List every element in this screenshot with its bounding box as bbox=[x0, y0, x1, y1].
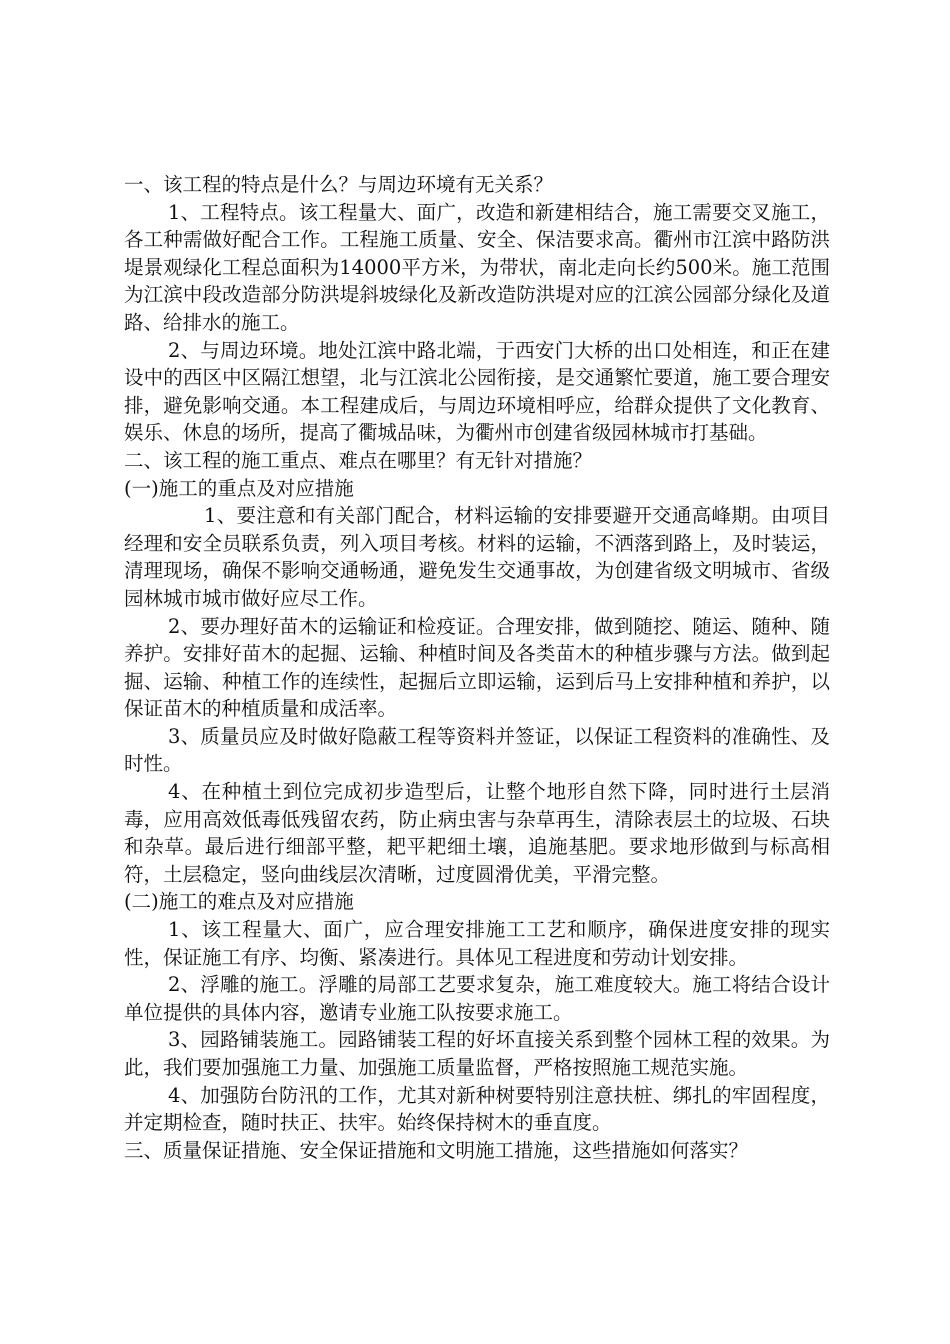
subsection-1-paragraph-3: 3、质量员应及时做好隐蔽工程等资料并签证，以保证工程资料的准确性、及时性。 bbox=[124, 724, 830, 776]
section-1-heading: 一、该工程的特点是什么？与周边环境有无关系？ bbox=[124, 173, 554, 196]
subsection-1-title: (一)施工的重点及对应措施 bbox=[124, 476, 354, 500]
subsection-1-paragraph-1: 1、要注意和有关部门配合，材料运输的安排要避开交通高峰期。由项目经理和安全员联系负责，列入项目考核。材料的运输，不洒落到路上，及时装运，清理现场，确保不影响交通畅通，避免发生交通事故，为创建省级文明城市、省级园林城市城市做好应尽工作。 bbox=[124, 504, 830, 610]
subsection-2-paragraph-4: 4、加强防台防汛的工作，尤其对新种树要特别注意扶桩、绑扎的牢固程度，并定期检查，随时扶正、扶牢。始终保持树木的垂直度。 bbox=[124, 1083, 830, 1135]
document-page bbox=[124, 171, 830, 1164]
section-2-heading: 二、该工程的施工重点、难点在哪里？有无针对措施？ bbox=[124, 448, 593, 472]
section-1-paragraph-2: 2、与周边环境。地处江滨中路北端，于西安门大桥的出口处相连，和正在建设中的西区中区隔江想望，北与江滨北公园衔接，是交通繁忙要道，施工要合理安排，避免影响交通。本工程建成后，与周边环境相呼应，给群众提供了文化教育、娱乐、休息的场所，提高了衢城品味，为衢州市创建省级园林城市打基础。 bbox=[124, 338, 830, 445]
subsection-2-title: (二)施工的难点及对应措施 bbox=[124, 890, 354, 914]
subsection-2-paragraph-2: 2、浮雕的施工。浮雕的局部工艺要求复杂，施工难度较大。施工将结合设计单位提供的具体内容，邀请专业施工队按要求施工。 bbox=[124, 973, 830, 1024]
subsection-1-paragraph-2: 2、要办理好苗木的运输证和检疫证。合理安排，做到随挖、随运、随种、随养护。安排好苗木的起掘、运输、种植时间及各类苗木的种植步骤与方法。做到起掘、运输、种植工作的连续性，起掘后立即运输，运到后马上安排种植和养护，以保证苗木的种植质量和成活率。 bbox=[124, 614, 830, 721]
section-3-heading: 三、质量保证措施、安全保证措施和文明施工措施，这些措施如何落实？ bbox=[124, 1138, 749, 1162]
subsection-2-paragraph-3: 3、园路铺装施工。园路铺装工程的好坏直接关系到整个园林工程的效果。为此，我们要加强施工力量、加强施工质量监督，严格按照施工规范实施。 bbox=[124, 1028, 830, 1079]
subsection-1-paragraph-4: 4、在种植土到位完成初步造型后，让整个地形自然下降，同时进行土层消毒，应用高效低毒低残留农药，防止病虫害与杂草再生，清除表层土的垃圾、石块和杂草。最后进行细部平整，耙平耙细土壤，追施基肥。要求地形做到与标高相符，土层稳定，竖向曲线层次清晰，过度圆滑优美，平滑完整。 bbox=[124, 780, 830, 886]
subsection-2-paragraph-1: 1、该工程量大、面广，应合理安排施工工艺和顺序，确保进度安排的现实性，保证施工有序、均衡、紧凑进行。具体见工程进度和劳动计划安排。 bbox=[124, 918, 830, 969]
section-1-paragraph-1: 1、工程特点。该工程量大、面广，改造和新建相结合，施工需要交叉施工，各工种需做好配合工作。工程施工质量、安全、保洁要求高。衢州市江滨中路防洪堤景观绿化工程总面积为14000平方米，为带状，南北走向长约500米。施工范围为江滨中段改造部分防洪堤斜坡绿化及新改造防洪堤对应的江滨公园部分绿化及道路、给排水的施工。 bbox=[124, 200, 830, 334]
